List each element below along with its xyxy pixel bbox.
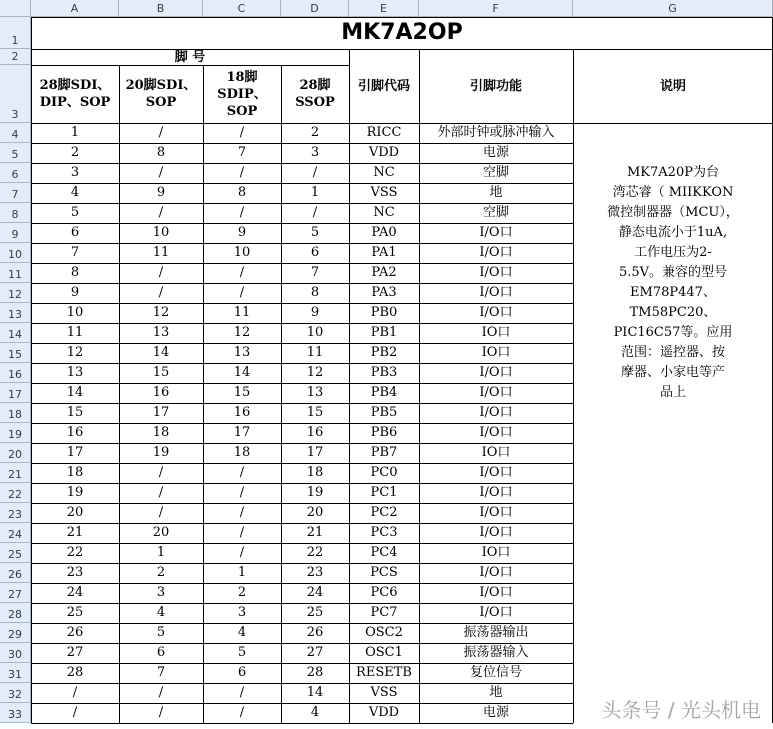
pin-table <box>31 17 773 729</box>
row-header[interactable]: 24 <box>0 523 31 543</box>
cell-pin-28ssop[interactable]: 19 <box>306 485 324 500</box>
description-cell[interactable] <box>573 123 773 723</box>
row-header[interactable]: 20 <box>0 443 31 463</box>
row-header[interactable]: 27 <box>0 583 31 603</box>
cell-pin-20sdi[interactable]: / <box>158 205 164 220</box>
cell-pin-code[interactable]: PB6 <box>370 425 398 440</box>
cell-pin-function[interactable]: I/O口 <box>479 425 513 440</box>
cell-pin-18sdip[interactable]: 1 <box>237 565 247 580</box>
cell-pin-28ssop[interactable]: 23 <box>306 565 324 580</box>
header-pin-function[interactable]: 引脚功能 <box>469 78 522 94</box>
cell-pin-20sdi[interactable]: / <box>158 265 164 280</box>
cell-pin-20sdi[interactable]: 5 <box>156 625 166 640</box>
row-header[interactable]: 15 <box>0 343 31 363</box>
cell-pin-function[interactable]: I/O口 <box>479 405 513 420</box>
cell-pin-28sdi[interactable]: 8 <box>70 265 80 280</box>
cell-pin-18sdip[interactable]: 8 <box>237 185 247 200</box>
cell-pin-18sdip[interactable]: 4 <box>237 625 247 640</box>
cell-pin-function[interactable]: 振荡器输入 <box>463 645 529 660</box>
cell-pin-20sdi[interactable]: 7 <box>156 665 166 680</box>
cell-pin-20sdi[interactable]: / <box>158 165 164 180</box>
column-header-d[interactable]: D <box>281 0 349 17</box>
row-header[interactable]: 2 <box>0 49 31 65</box>
cell-pin-28sdi[interactable]: 12 <box>66 345 84 360</box>
description-line: PIC16C57等。应用 <box>613 325 733 340</box>
cell-pin-18sdip[interactable]: 10 <box>233 245 251 260</box>
cell-pin-function[interactable]: I/O口 <box>479 385 513 400</box>
cell-pin-18sdip[interactable]: 2 <box>237 585 247 600</box>
cell-pin-18sdip[interactable]: 15 <box>233 385 251 400</box>
cell-pin-28sdi[interactable]: 19 <box>66 485 84 500</box>
row-header[interactable]: 29 <box>0 623 31 643</box>
cell-pin-function[interactable]: I/O口 <box>479 265 513 280</box>
row-header[interactable]: 16 <box>0 363 31 383</box>
header-pin-group[interactable]: 脚 号 <box>174 49 206 65</box>
cell-pin-function[interactable]: I/O口 <box>479 505 513 520</box>
cell-pin-function[interactable]: 空脚 <box>482 205 509 220</box>
cell-pin-28sdi[interactable]: 17 <box>66 445 84 460</box>
cell-pin-20sdi[interactable]: 20 <box>152 525 170 540</box>
cell-pin-function[interactable]: 空脚 <box>482 165 509 180</box>
cell-pin-28ssop[interactable]: 7 <box>310 265 320 280</box>
cell-pin-code[interactable]: PB1 <box>370 325 398 340</box>
cell-pin-function[interactable]: I/O口 <box>479 285 513 300</box>
description-line: 静态电流小于1uA, <box>618 225 728 240</box>
cell-pin-20sdi[interactable]: / <box>158 685 164 700</box>
header-20pin-sdi[interactable]: 20脚SDI、SOP <box>125 78 197 110</box>
cell-pin-20sdi[interactable]: 18 <box>152 425 170 440</box>
cell-pin-code[interactable]: PB0 <box>370 305 398 320</box>
cell-pin-28ssop[interactable]: 1 <box>310 185 320 200</box>
cell-pin-function[interactable]: 外部时钟或脉冲输入 <box>437 125 555 140</box>
cell-pin-code[interactable]: PC4 <box>370 545 398 560</box>
cell-pin-28ssop[interactable]: 20 <box>306 505 324 520</box>
row-header[interactable]: 8 <box>0 203 31 223</box>
cell-pin-code[interactable]: PC7 <box>370 605 398 620</box>
column-header-a[interactable]: A <box>31 0 119 17</box>
cell-pin-function[interactable]: IO口 <box>481 545 511 560</box>
cell-pin-function[interactable]: 地 <box>489 685 503 700</box>
cell-pin-function[interactable]: I/O口 <box>479 305 513 320</box>
row-header[interactable]: 1 <box>0 17 31 49</box>
cell-pin-28ssop[interactable]: 13 <box>306 385 324 400</box>
cell-pin-28sdi[interactable]: 16 <box>66 425 84 440</box>
cell-pin-code[interactable]: PC3 <box>370 525 398 540</box>
cell-pin-code[interactable]: PC6 <box>370 585 398 600</box>
cell-pin-function[interactable]: 电源 <box>482 145 509 160</box>
cell-pin-function[interactable]: 振荡器输出 <box>463 625 529 640</box>
cell-pin-function[interactable]: I/O口 <box>479 365 513 380</box>
header-18pin-sdip[interactable]: 18脚SDIP、SOP <box>217 69 267 119</box>
cell-pin-18sdip[interactable]: / <box>239 205 245 220</box>
cell-pin-18sdip[interactable]: 18 <box>233 445 251 460</box>
cell-pin-function[interactable]: IO口 <box>481 325 511 340</box>
cell-pin-28ssop[interactable]: 17 <box>306 445 324 460</box>
cell-pin-28ssop[interactable]: 26 <box>306 625 324 640</box>
cell-pin-code[interactable]: VSS <box>370 185 398 200</box>
cell-pin-28ssop[interactable]: 16 <box>306 425 324 440</box>
cell-pin-28sdi[interactable]: 13 <box>66 365 84 380</box>
cell-pin-code[interactable]: PB5 <box>370 405 398 420</box>
cell-pin-28sdi[interactable]: 1 <box>70 125 80 140</box>
cell-pin-code[interactable]: PB3 <box>370 365 398 380</box>
cell-pin-28ssop[interactable]: 2 <box>310 125 320 140</box>
cell-pin-function[interactable]: 地 <box>489 185 503 200</box>
cell-pin-28ssop[interactable]: 14 <box>306 685 324 700</box>
cell-pin-28sdi[interactable]: / <box>72 705 78 720</box>
cell-pin-28ssop[interactable]: 28 <box>306 665 324 680</box>
column-header-b[interactable]: B <box>119 0 203 17</box>
row-header[interactable]: 6 <box>0 163 31 183</box>
header-description[interactable]: 说明 <box>659 78 686 94</box>
cell-pin-code[interactable]: PA3 <box>371 285 397 300</box>
description-text <box>573 163 773 403</box>
cell-pin-20sdi[interactable]: 8 <box>156 145 166 160</box>
column-header-g[interactable]: G <box>573 0 773 17</box>
cell-pin-28ssop[interactable]: 12 <box>306 365 324 380</box>
cell-pin-20sdi[interactable]: 15 <box>152 365 170 380</box>
cell-pin-code[interactable]: RICC <box>366 125 402 140</box>
cell-pin-code[interactable]: PB4 <box>370 385 398 400</box>
cell-pin-20sdi[interactable]: 3 <box>156 585 166 600</box>
cell-pin-code[interactable]: OSC1 <box>365 645 403 660</box>
cell-pin-28ssop[interactable]: 25 <box>306 605 324 620</box>
cell-pin-28sdi[interactable]: 7 <box>70 245 80 260</box>
cell-pin-code[interactable]: PA0 <box>371 225 397 240</box>
cell-pin-28sdi[interactable]: 22 <box>66 545 84 560</box>
cell-pin-28sdi[interactable]: 10 <box>66 305 84 320</box>
cell-pin-code[interactable]: VDD <box>368 705 400 720</box>
cell-pin-28sdi[interactable]: 2 <box>70 145 80 160</box>
cell-pin-20sdi[interactable]: 2 <box>156 565 166 580</box>
row-header[interactable]: 17 <box>0 383 31 403</box>
cell-pin-function[interactable]: I/O口 <box>479 465 513 480</box>
cell-pin-28ssop[interactable]: 6 <box>310 245 320 260</box>
cell-pin-28sdi[interactable]: / <box>72 685 78 700</box>
cell-pin-28ssop[interactable]: 27 <box>306 645 324 660</box>
cell-pin-28sdi[interactable]: 15 <box>66 405 84 420</box>
cell-pin-28sdi[interactable]: 11 <box>66 325 84 340</box>
column-header-f[interactable]: F <box>419 0 573 17</box>
cell-pin-20sdi[interactable]: 12 <box>152 305 170 320</box>
cell-pin-18sdip[interactable]: 11 <box>233 305 251 320</box>
cell-pin-28ssop[interactable]: 10 <box>306 325 324 340</box>
row-header[interactable]: 4 <box>0 123 31 143</box>
description-line: EM78P447、 <box>630 285 716 300</box>
cell-pin-18sdip[interactable]: / <box>239 265 245 280</box>
watermark: 头条号 / 光头机电 <box>601 698 761 722</box>
cell-pin-28sdi[interactable]: 28 <box>66 665 84 680</box>
row-header[interactable]: 13 <box>0 303 31 323</box>
cell-pin-18sdip[interactable]: / <box>239 125 245 140</box>
cell-pin-20sdi[interactable]: 4 <box>156 605 166 620</box>
row-header[interactable]: 32 <box>0 683 31 703</box>
row-header[interactable]: 31 <box>0 663 31 683</box>
cell-pin-code[interactable]: PA2 <box>371 265 397 280</box>
cell-pin-28ssop[interactable]: 3 <box>310 145 320 160</box>
cell-pin-code[interactable]: PCS <box>370 565 398 580</box>
select-all-corner[interactable] <box>0 0 31 17</box>
cell-pin-28sdi[interactable]: 6 <box>70 225 80 240</box>
cell-pin-28sdi[interactable]: 25 <box>66 605 84 620</box>
cell-pin-18sdip[interactable]: / <box>239 705 245 720</box>
cell-pin-function[interactable]: IO口 <box>481 445 511 460</box>
row-header[interactable]: 3 <box>0 65 31 123</box>
row-header[interactable]: 22 <box>0 483 31 503</box>
cell-pin-18sdip[interactable]: / <box>239 545 245 560</box>
cell-pin-18sdip[interactable]: / <box>239 685 245 700</box>
cell-pin-28ssop[interactable]: 8 <box>310 285 320 300</box>
description-line: 品上 <box>659 385 686 400</box>
description-line: 范围：遥控器、按 <box>620 345 725 360</box>
cell-pin-code[interactable]: NC <box>373 205 395 220</box>
row-header[interactable]: 10 <box>0 243 31 263</box>
cell-pin-18sdip[interactable]: 9 <box>237 225 247 240</box>
cell-pin-20sdi[interactable]: / <box>158 505 164 520</box>
cell-pin-20sdi[interactable]: / <box>158 485 164 500</box>
cell-pin-20sdi[interactable]: / <box>158 285 164 300</box>
cell-pin-20sdi[interactable]: 11 <box>152 245 170 260</box>
cell-pin-28ssop[interactable]: 5 <box>310 225 320 240</box>
cell-pin-function[interactable]: I/O口 <box>479 485 513 500</box>
cell-pin-28ssop[interactable]: 18 <box>306 465 324 480</box>
cell-pin-code[interactable]: PC0 <box>370 465 398 480</box>
row-header[interactable]: 19 <box>0 423 31 443</box>
row-header[interactable]: 23 <box>0 503 31 523</box>
cell-pin-28sdi[interactable]: 3 <box>70 165 80 180</box>
cell-pin-18sdip[interactable]: 14 <box>233 365 251 380</box>
cell-pin-28ssop[interactable]: / <box>312 205 318 220</box>
description-line: 微控制器器（MCU）， <box>607 205 739 220</box>
cell-pin-28ssop[interactable]: 24 <box>306 585 324 600</box>
cell-pin-18sdip[interactable]: / <box>239 505 245 520</box>
description-line: 摩器、小家电等产 <box>620 365 725 380</box>
header-pin-code[interactable]: 引脚代码 <box>357 78 410 94</box>
cell-pin-20sdi[interactable]: 17 <box>152 405 170 420</box>
cell-pin-code[interactable]: NC <box>373 165 395 180</box>
cell-pin-18sdip[interactable]: 6 <box>237 665 247 680</box>
column-header-c[interactable]: C <box>203 0 281 17</box>
header-28pin-sdi[interactable]: 28脚SDI、DIP、SOP <box>39 78 111 110</box>
description-line: 5.5V。兼容的型号 <box>618 265 728 280</box>
row-header[interactable]: 12 <box>0 283 31 303</box>
cell-pin-28sdi[interactable]: 21 <box>66 525 84 540</box>
cell-pin-18sdip[interactable]: 7 <box>237 145 247 160</box>
cell-pin-28ssop[interactable]: 21 <box>306 525 324 540</box>
cell-pin-code[interactable]: VDD <box>368 145 400 160</box>
cell-pin-20sdi[interactable]: 14 <box>152 345 170 360</box>
cell-pin-28ssop[interactable]: 4 <box>310 705 320 720</box>
row-header[interactable]: 11 <box>0 263 31 283</box>
cell-pin-28sdi[interactable]: 14 <box>66 385 84 400</box>
cell-pin-code[interactable]: RESETB <box>356 665 412 680</box>
cell-pin-28ssop[interactable]: / <box>312 165 318 180</box>
row-header[interactable]: 25 <box>0 543 31 563</box>
cell-pin-28sdi[interactable]: 5 <box>70 205 80 220</box>
cell-pin-20sdi[interactable]: 6 <box>156 645 166 660</box>
cell-pin-18sdip[interactable]: 5 <box>237 645 247 660</box>
cell-pin-function[interactable]: IO口 <box>481 345 511 360</box>
cell-pin-20sdi[interactable]: 1 <box>156 545 166 560</box>
cell-pin-function[interactable]: 复位信号 <box>469 665 522 680</box>
cell-pin-18sdip[interactable]: / <box>239 485 245 500</box>
cell-pin-20sdi[interactable]: 19 <box>152 445 170 460</box>
cell-pin-code[interactable]: PC2 <box>370 505 398 520</box>
cell-pin-18sdip[interactable]: 16 <box>233 405 251 420</box>
column-header-e[interactable]: E <box>349 0 419 17</box>
cell-pin-20sdi[interactable]: 9 <box>156 185 166 200</box>
cell-pin-20sdi[interactable]: / <box>158 705 164 720</box>
cell-pin-28sdi[interactable]: 26 <box>66 625 84 640</box>
cell-pin-code[interactable]: PB7 <box>370 445 398 460</box>
cell-pin-function[interactable]: 电源 <box>482 705 509 720</box>
cell-pin-28sdi[interactable]: 23 <box>66 565 84 580</box>
description-line: 湾芯睿（ MIIKKON <box>612 185 734 200</box>
cell-pin-function[interactable]: I/O口 <box>479 245 513 260</box>
cell-pin-20sdi[interactable]: 10 <box>152 225 170 240</box>
row-header[interactable]: 33 <box>0 703 31 723</box>
cell-pin-function[interactable]: I/O口 <box>479 605 513 620</box>
cell-pin-function[interactable]: I/O口 <box>479 585 513 600</box>
cell-pin-28ssop[interactable]: 22 <box>306 545 324 560</box>
cell-pin-20sdi[interactable]: / <box>158 125 164 140</box>
row-header[interactable]: 28 <box>0 603 31 623</box>
row-header[interactable]: 5 <box>0 143 31 163</box>
cell-pin-28sdi[interactable]: 24 <box>66 585 84 600</box>
cell-pin-18sdip[interactable]: 17 <box>233 425 251 440</box>
description-line: 工作电压为2- <box>634 245 712 260</box>
description-line: TM58PC20、 <box>629 305 717 320</box>
cell-pin-28sdi[interactable]: 4 <box>70 185 80 200</box>
cell-pin-28sdi[interactable]: 20 <box>66 505 84 520</box>
cell-pin-function[interactable]: I/O口 <box>479 565 513 580</box>
cell-pin-function[interactable]: I/O口 <box>479 525 513 540</box>
row-header[interactable]: 30 <box>0 643 31 663</box>
cell-pin-28ssop[interactable]: 11 <box>306 345 324 360</box>
row-header[interactable]: 18 <box>0 403 31 423</box>
header-28pin-ssop[interactable]: 28脚SSOP <box>295 78 335 110</box>
row-header[interactable]: 7 <box>0 183 31 203</box>
row-header[interactable]: 26 <box>0 563 31 583</box>
cell-pin-28ssop[interactable]: 15 <box>306 405 324 420</box>
cell-pin-code[interactable]: OSC2 <box>365 625 403 640</box>
cell-pin-18sdip[interactable]: / <box>239 285 245 300</box>
table-title[interactable]: MK7A2OP <box>341 20 463 45</box>
cell-pin-function[interactable]: I/O口 <box>479 225 513 240</box>
cell-pin-code[interactable]: VSS <box>370 685 398 700</box>
description-line: MK7A20P为台 <box>627 165 719 180</box>
cell-pin-code[interactable]: PC1 <box>370 485 398 500</box>
cell-pin-18sdip[interactable]: 13 <box>233 345 251 360</box>
cell-pin-18sdip[interactable]: / <box>239 465 245 480</box>
cell-pin-28sdi[interactable]: 27 <box>66 645 84 660</box>
cell-pin-28ssop[interactable]: 9 <box>310 305 320 320</box>
row-header[interactable]: 14 <box>0 323 31 343</box>
cell-pin-20sdi[interactable]: 16 <box>152 385 170 400</box>
cell-pin-code[interactable]: PA1 <box>371 245 397 260</box>
cell-pin-code[interactable]: PB2 <box>370 345 398 360</box>
cell-pin-20sdi[interactable]: 13 <box>152 325 170 340</box>
cell-pin-28sdi[interactable]: 9 <box>70 285 80 300</box>
cell-pin-18sdip[interactable]: 3 <box>237 605 247 620</box>
cell-pin-18sdip[interactable]: / <box>239 525 245 540</box>
cell-pin-20sdi[interactable]: / <box>158 465 164 480</box>
cell-pin-18sdip[interactable]: / <box>239 165 245 180</box>
row-header[interactable]: 21 <box>0 463 31 483</box>
cell-pin-18sdip[interactable]: 12 <box>233 325 251 340</box>
row-header[interactable]: 9 <box>0 223 31 243</box>
cell-pin-28sdi[interactable]: 18 <box>66 465 84 480</box>
